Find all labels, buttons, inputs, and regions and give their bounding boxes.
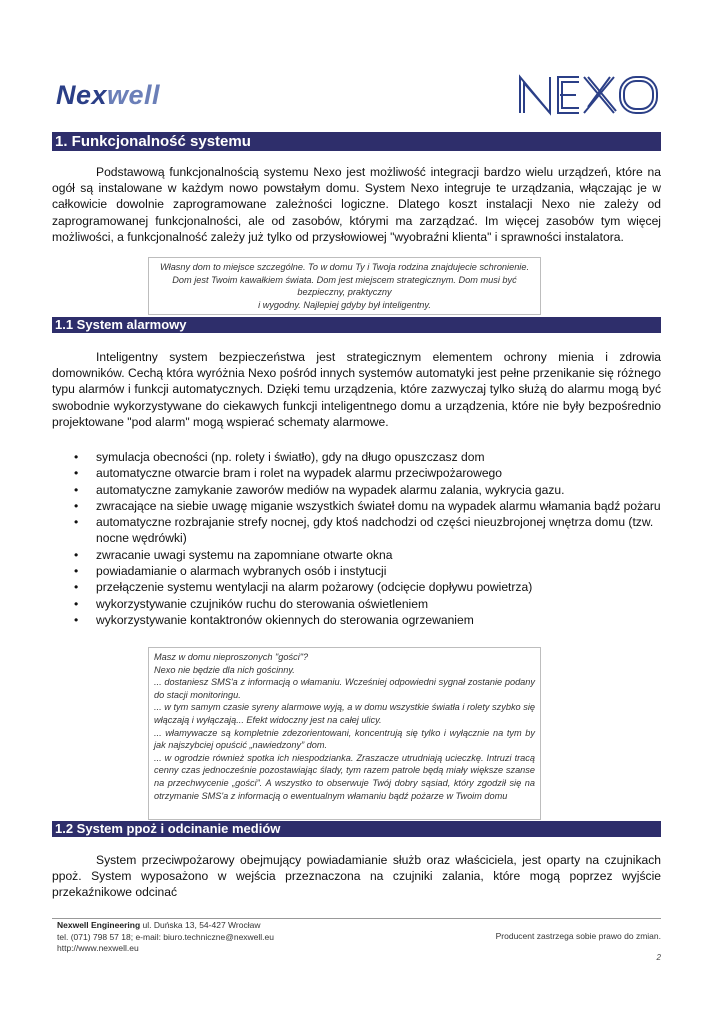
bullet: • (74, 547, 79, 562)
list-item-text: zwracanie uwagi systemu na zapomniane otwarte okna (96, 547, 393, 562)
bullet: • (74, 450, 79, 464)
list-item-text: automatyczne rozbrajanie strefy nocnej, gdy ktoś nadchodzi od części nieuzbrojonej wnętrza domu (tzw. nocne wędrówki) (96, 515, 654, 546)
list-item (52, 482, 661, 498)
bullet: • (74, 580, 79, 595)
footer-contact (57, 920, 274, 955)
section12-text: System przeciwpożarowy obejmujący powiadamianie służb oraz właściciela, jest oparty na czujnikach ppoż. System wyposażono w wejścia przeznaczona na czujniki zalania, które mogą poprzez wyjście przekaźnikowe odcinać (52, 853, 661, 900)
nexwell-logo-part-a: Nex (56, 80, 108, 110)
section-heading-alarm-system: 1.1 System alarmowy (52, 317, 661, 333)
list-item-text: zwracające na siebie uwagę miganie wszystkich świateł domu na wypadek alarmu włamania bądź pożaru (96, 498, 661, 513)
bullet: • (74, 482, 79, 497)
alarm-features-list (52, 449, 661, 628)
nexwell-logo (56, 80, 160, 111)
quote-line: ... dostaniesz SMS'a z informacją o włamaniu. Wcześniej odpowiedni sygnał zostanie podany do stacji monitoringu. (154, 677, 535, 700)
list-item-text: wykorzystywanie kontaktronów okiennych do sterowania ogrzewaniem (96, 612, 474, 627)
footer-disclaimer: Producent zastrzega sobie prawo do zmian. (495, 931, 661, 941)
list-item (52, 579, 661, 595)
list-item-text: powiadamianie o alarmach wybranych osób i instytucji (96, 564, 387, 579)
section11-paragraph (52, 349, 661, 430)
list-item (52, 547, 661, 563)
footer-divider (52, 918, 661, 919)
quote-line: ... w tym samym czasie syreny alarmowe wyją, a w domu wszystkie światła i rolety szybko się włączają i wyłączają... Efekt widoczny jest na całej ulicy. (154, 702, 535, 725)
list-item (52, 612, 661, 628)
bullet: • (74, 498, 79, 513)
nexwell-logo-part-b: well (107, 80, 161, 110)
list-item-text: automatyczne zamykanie zaworów mediów na wypadek alarmu zalania, wykrycia gazu. (96, 482, 565, 497)
footer-address: ul. Duńska 13, 54-427 Wrocław (140, 920, 261, 930)
quote-line: Dom jest Twoim kawałkiem świata. Dom jest miejscem strategicznym. Dom musi być (172, 274, 517, 285)
list-item (52, 465, 661, 481)
list-item-text: przełączenie systemu wentylacji na alarm pożarowy (odcięcie dopływu powietrza) (96, 580, 533, 595)
section1-paragraph (52, 164, 661, 245)
list-item-text: wykorzystywanie czujników ruchu do sterowania oświetleniem (96, 596, 429, 611)
bullet: • (74, 466, 79, 481)
bullet: • (74, 564, 79, 579)
page-number: 2 (656, 953, 661, 962)
footer-phone-email: tel. (071) 798 57 18; e-mail: biuro.techniczne@nexwell.eu (57, 931, 274, 942)
bullet: • (74, 596, 79, 611)
quote-line: Nexo nie będzie dla nich gościnny. (154, 664, 295, 675)
list-item (52, 498, 661, 514)
bullet: • (74, 515, 79, 530)
section11-text: Inteligentny system bezpieczeństwa jest strategicznym elementem ochrony mienia i zdrowia domowników. Cechą która wyróżnia Nexo pośród innych systemów automatyki jest pełne przenikanie się różnego typu alarmów i funkcji automatycznych. Dzięki temu urządzenia, które zazwyczaj tylko służą do alarmu mogą być swobodnie wykorzystywane do ciekawych funkcji inteligentnego domu a urządzenia, które nie były bezpośrednio projektowane "pod alarm" mogą wspierać schematy alarmowe. (52, 350, 661, 429)
quote-box-intruders (148, 647, 541, 820)
quote-box-home (148, 257, 541, 315)
section12-paragraph (52, 852, 661, 901)
quote-line: Masz w domu nieproszonych "gości"? (154, 652, 309, 662)
section-heading-fire-system: 1.2 System ppoż i odcinanie mediów (52, 821, 661, 837)
section-heading-functionality: 1. Funkcjonalność systemu (52, 132, 661, 151)
section1-text: Podstawową funkcjonalnością systemu Nexo jest możliwość integracji bardzo wielu urządzeń, które na ogół są instalowane w każdym nowo powstałym domu. System Nexo integruje te urządzania, włączając je w całkowicie dowolnie zaprogramowane zależności logiczne. Dlatego koszt instalacji Nexo nie zależy od zaprogramowanej funkcjonalności, ale od zasobów, którymi ma zarządzać. Im więcej zasobów tym więcej możliwości, a funkcjonalność zależy już tylko od przysłowiowej "wyobraźni klienta" i sprawności instalatora. (52, 165, 661, 244)
list-item (52, 596, 661, 612)
quote-line: i wygodny. Najlepiej gdyby był inteligentny. (258, 299, 431, 310)
list-item (52, 563, 661, 579)
footer-website-link[interactable]: http://www.nexwell.eu (57, 943, 139, 953)
list-item (52, 449, 661, 465)
quote-line: ... włamywacze są kompletnie zdezorientowani, koncentrują się tylko i wyłącznie na tym by jak najszybciej opuścić „nawiedzony” dom. (154, 727, 535, 751)
footer-company: Nexwell Engineering (57, 920, 141, 930)
quote-line: ... w ogrodzie również spotka ich niespodzianka. Zraszacze utrudniają ucieczkę. Intruzi tracą cenny czas jednocześnie pozostawiając ślady, tym razem patrole będą miały większe szanse na przechwycenie „gości”. A wszystko to obserwuje Twój dobry sąsiad, który zgodził się na otrzymanie SMS'a z informacją o ewentualnym włamaniu bądź pożarze w Twoim domu (154, 752, 535, 801)
list-item-text: symulacja obecności (np. rolety i światło), gdy na długo opuszczasz dom (96, 450, 485, 464)
quote-line: bezpieczny, praktyczny (297, 287, 392, 298)
bullet: • (74, 612, 79, 627)
list-item (52, 514, 661, 547)
nexo-logo (516, 73, 661, 117)
quote-line: Własny dom to miejsce szczególne. To w domu Ty i Twoja rodzina znajdujecie schronienie. (159, 262, 530, 272)
list-item-text: automatyczne otwarcie bram i rolet na wypadek alarmu przeciwpożarowego (96, 466, 503, 481)
